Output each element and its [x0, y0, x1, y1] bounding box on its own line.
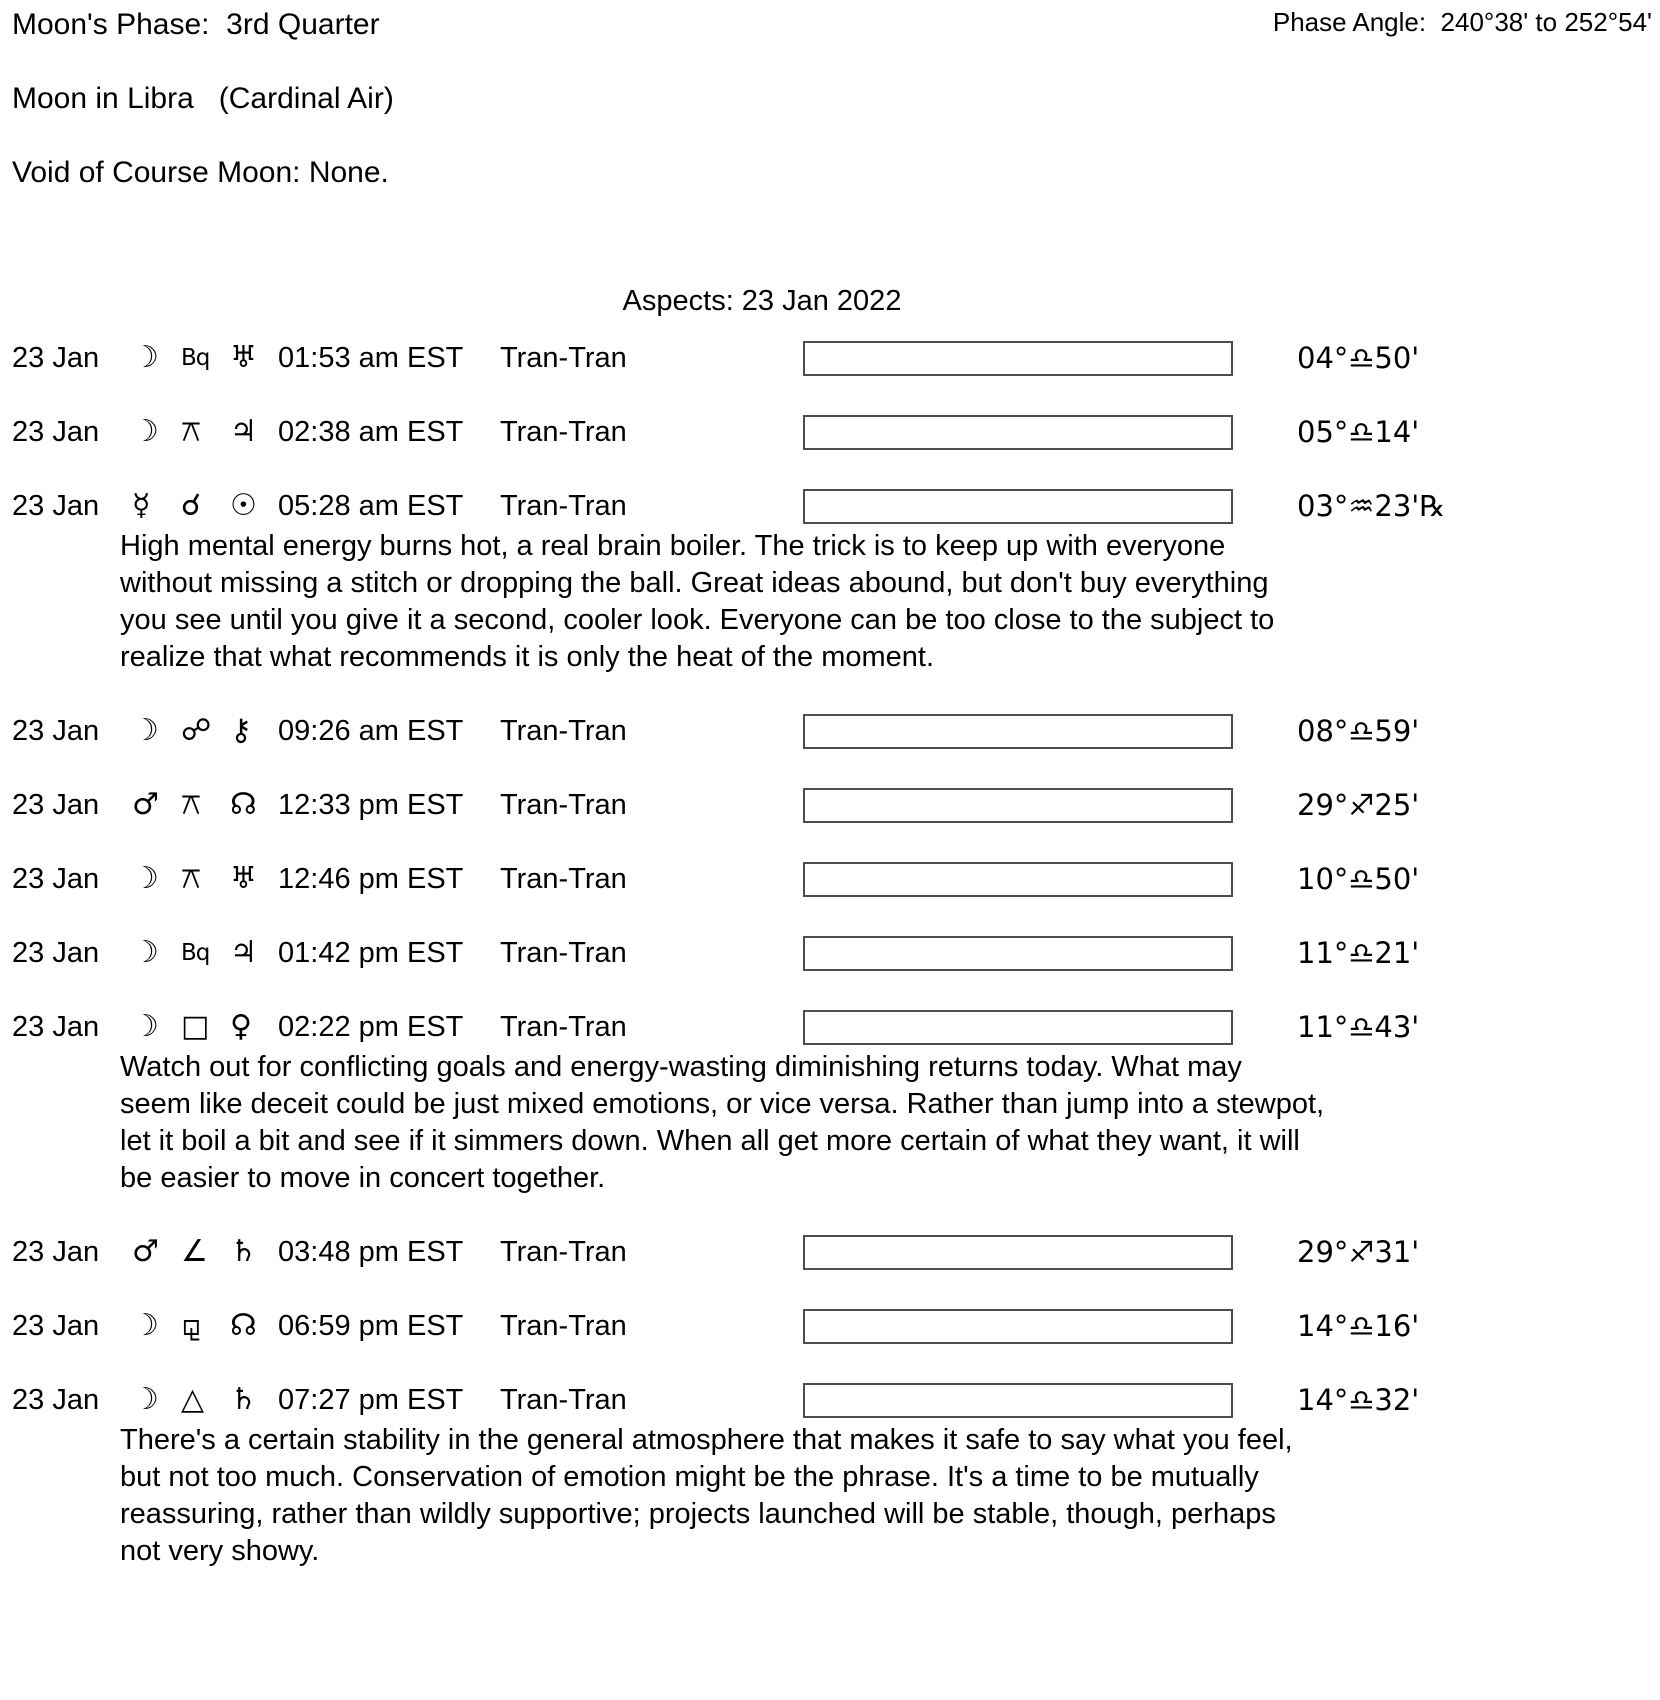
aspect-position: 10°♎50'	[1297, 862, 1420, 896]
aspect-row	[0, 785, 1660, 825]
aspect-position: 11°♎21'	[1297, 936, 1420, 970]
aspect-time: 05:28 am EST	[278, 489, 464, 522]
interpretation-line: Watch out for conflicting goals and energy-wasting diminishing returns today. What may	[120, 1051, 1242, 1083]
aspect-symbols	[130, 787, 278, 822]
aspect-time: 12:46 pm EST	[278, 862, 464, 895]
aspect-position: 04°♎50'	[1297, 341, 1420, 375]
aspect-type: Tran-Tran	[500, 788, 627, 821]
interpretation-text	[120, 1049, 1530, 1197]
chiron-icon: ⚷	[230, 713, 252, 748]
aspect-row	[0, 338, 1660, 378]
interpretation-text	[120, 1422, 1530, 1570]
orb-bar	[803, 936, 1233, 971]
aspect-position: 29°♐25'	[1297, 788, 1420, 822]
uranus-icon: ♅	[230, 340, 257, 375]
mercury-icon: ☿	[132, 488, 151, 523]
biquintile-icon: Bq	[181, 344, 210, 371]
aspect-type: Tran-Tran	[500, 1309, 627, 1342]
aspect-row	[0, 1007, 1660, 1047]
quincunx-icon: ⚻	[181, 414, 201, 449]
aspect-type: Tran-Tran	[500, 415, 627, 448]
interpretation-line: but not too much. Conservation of emotion might be the phrase. It's a time to be mutually	[120, 1461, 1259, 1493]
moon-phase-line: Moon's Phase: 3rd Quarter	[12, 8, 380, 41]
interpretation-line: seem like deceit could be just mixed emotions, or vice versa. Rather than jump into a stewpot,	[120, 1088, 1325, 1120]
interpretation-line: not very showy.	[120, 1535, 320, 1567]
aspect-time: 01:53 am EST	[278, 341, 464, 374]
orb-bar	[803, 1010, 1233, 1045]
interpretation-line: There's a certain stability in the general atmosphere that makes it safe to say what you feel,	[120, 1424, 1293, 1456]
orb-bar	[803, 714, 1233, 749]
aspect-symbols	[130, 1009, 278, 1044]
aspect-position: 11°♎43'	[1297, 1010, 1420, 1044]
aspect-symbols	[130, 935, 278, 970]
aspect-type: Tran-Tran	[500, 341, 627, 374]
aspect-date: 23 Jan	[12, 714, 100, 747]
aspect-time: 03:48 pm EST	[278, 1235, 464, 1268]
moon-icon: ☽	[132, 1308, 159, 1343]
aspect-position: 03°♒23'℞	[1297, 489, 1446, 523]
quincunx-icon: ⚻	[181, 861, 201, 896]
mars-icon: ♂	[132, 787, 159, 822]
aspect-position: 08°♎59'	[1297, 714, 1420, 748]
orb-bar	[803, 1235, 1233, 1270]
aspect-position: 29°♐31'	[1297, 1235, 1420, 1269]
orb-bar	[803, 862, 1233, 897]
aspect-row	[0, 1232, 1660, 1272]
aspect-row	[0, 486, 1660, 526]
aspect-position: 14°♎32'	[1297, 1383, 1420, 1417]
orb-bar	[803, 1383, 1233, 1418]
aspect-row	[0, 412, 1660, 452]
aspect-type: Tran-Tran	[500, 1010, 627, 1043]
orb-bar	[803, 415, 1233, 450]
aspect-time: 01:42 pm EST	[278, 936, 464, 969]
aspect-symbols	[130, 861, 278, 896]
aspect-time: 06:59 pm EST	[278, 1309, 464, 1342]
aspect-date: 23 Jan	[12, 415, 100, 448]
aspect-date: 23 Jan	[12, 788, 100, 821]
aspect-row	[0, 711, 1660, 751]
aspect-time: 09:26 am EST	[278, 714, 464, 747]
aspect-position: 05°♎14'	[1297, 415, 1420, 449]
biquintile-icon: Bq	[181, 939, 210, 966]
aspect-row	[0, 1380, 1660, 1420]
conjunction-icon: ☌	[181, 488, 202, 523]
aspect-symbols	[130, 488, 278, 523]
saturn-icon: ♄	[230, 1382, 257, 1417]
orb-bar	[803, 489, 1233, 524]
aspect-type: Tran-Tran	[500, 1383, 627, 1416]
interpretation-line: realize that what recommends it is only the heat of the moment.	[120, 641, 935, 673]
void-of-course-line: Void of Course Moon: None.	[12, 156, 389, 189]
moon-sign-line: Moon in Libra (Cardinal Air)	[12, 82, 394, 115]
aspect-symbols	[130, 1308, 278, 1343]
sesquiquadrate-icon: ⚼	[181, 1308, 202, 1343]
orb-bar	[803, 788, 1233, 823]
aspect-date: 23 Jan	[12, 341, 100, 374]
orb-bar	[803, 341, 1233, 376]
aspect-rows	[0, 338, 1660, 1605]
aspect-time: 07:27 pm EST	[278, 1383, 464, 1416]
interpretation-line: let it boil a bit and see if it simmers down. When all get more certain of what they want, it will	[120, 1125, 1300, 1157]
aspect-date: 23 Jan	[12, 1309, 100, 1342]
aspect-type: Tran-Tran	[500, 489, 627, 522]
aspect-symbols	[130, 713, 278, 748]
quincunx-icon: ⚻	[181, 787, 201, 822]
moon-icon: ☽	[132, 861, 159, 896]
moon-icon: ☽	[132, 935, 159, 970]
interpretation-line: High mental energy burns hot, a real brain boiler. The trick is to keep up with everyone	[120, 530, 1226, 562]
moon-icon: ☽	[132, 340, 159, 375]
aspect-symbols	[130, 1234, 278, 1269]
moon-icon: ☽	[132, 1382, 159, 1417]
aspect-type: Tran-Tran	[500, 1235, 627, 1268]
jupiter-icon: ♃	[230, 414, 257, 449]
moon-icon: ☽	[132, 1009, 159, 1044]
aspect-date: 23 Jan	[12, 1235, 100, 1268]
north-node-icon: ☊	[230, 787, 257, 822]
interpretation-line: without missing a stitch or dropping the ball. Great ideas abound, but don't buy everything	[120, 567, 1269, 599]
jupiter-icon: ♃	[230, 935, 257, 970]
trine-icon: △	[181, 1382, 205, 1417]
square-icon: □	[181, 1009, 210, 1044]
aspect-type: Tran-Tran	[500, 714, 627, 747]
interpretation-line: you see until you give it a second, cooler look. Everyone can be too close to the subject to	[120, 604, 1275, 636]
north-node-icon: ☊	[230, 1308, 257, 1343]
aspect-date: 23 Jan	[12, 936, 100, 969]
aspect-symbols	[130, 414, 278, 449]
moon-icon: ☽	[132, 414, 159, 449]
moon-icon: ☽	[132, 713, 159, 748]
mars-icon: ♂	[132, 1234, 159, 1269]
interpretation-text	[120, 528, 1530, 676]
aspect-date: 23 Jan	[12, 489, 100, 522]
aspect-row	[0, 1306, 1660, 1346]
opposition-icon: ☍	[181, 713, 212, 748]
aspect-time: 02:22 pm EST	[278, 1010, 464, 1043]
semisquare-icon: ∠	[181, 1234, 208, 1269]
aspect-symbols	[130, 340, 278, 375]
sun-icon: ☉	[230, 488, 257, 523]
aspect-type: Tran-Tran	[500, 936, 627, 969]
aspect-time: 02:38 am EST	[278, 415, 464, 448]
aspect-position: 14°♎16'	[1297, 1309, 1420, 1343]
aspect-time: 12:33 pm EST	[278, 788, 464, 821]
aspect-date: 23 Jan	[12, 1010, 100, 1043]
aspect-symbols	[130, 1382, 278, 1417]
aspect-type: Tran-Tran	[500, 862, 627, 895]
aspect-date: 23 Jan	[12, 1383, 100, 1416]
interpretation-line: be easier to move in concert together.	[120, 1162, 606, 1194]
saturn-icon: ♄	[230, 1234, 257, 1269]
venus-icon: ♀	[230, 1009, 252, 1044]
phase-angle-label: Phase Angle: 240°38' to 252°54'	[1272, 7, 1652, 37]
aspect-date: 23 Jan	[12, 862, 100, 895]
aspect-row	[0, 859, 1660, 899]
uranus-icon: ♅	[230, 861, 257, 896]
orb-bar	[803, 1309, 1233, 1344]
aspect-row	[0, 933, 1660, 973]
aspects-title: Aspects: 23 Jan 2022	[622, 285, 902, 317]
interpretation-line: reassuring, rather than wildly supportive; projects launched will be stable, though, perhaps	[120, 1498, 1276, 1530]
